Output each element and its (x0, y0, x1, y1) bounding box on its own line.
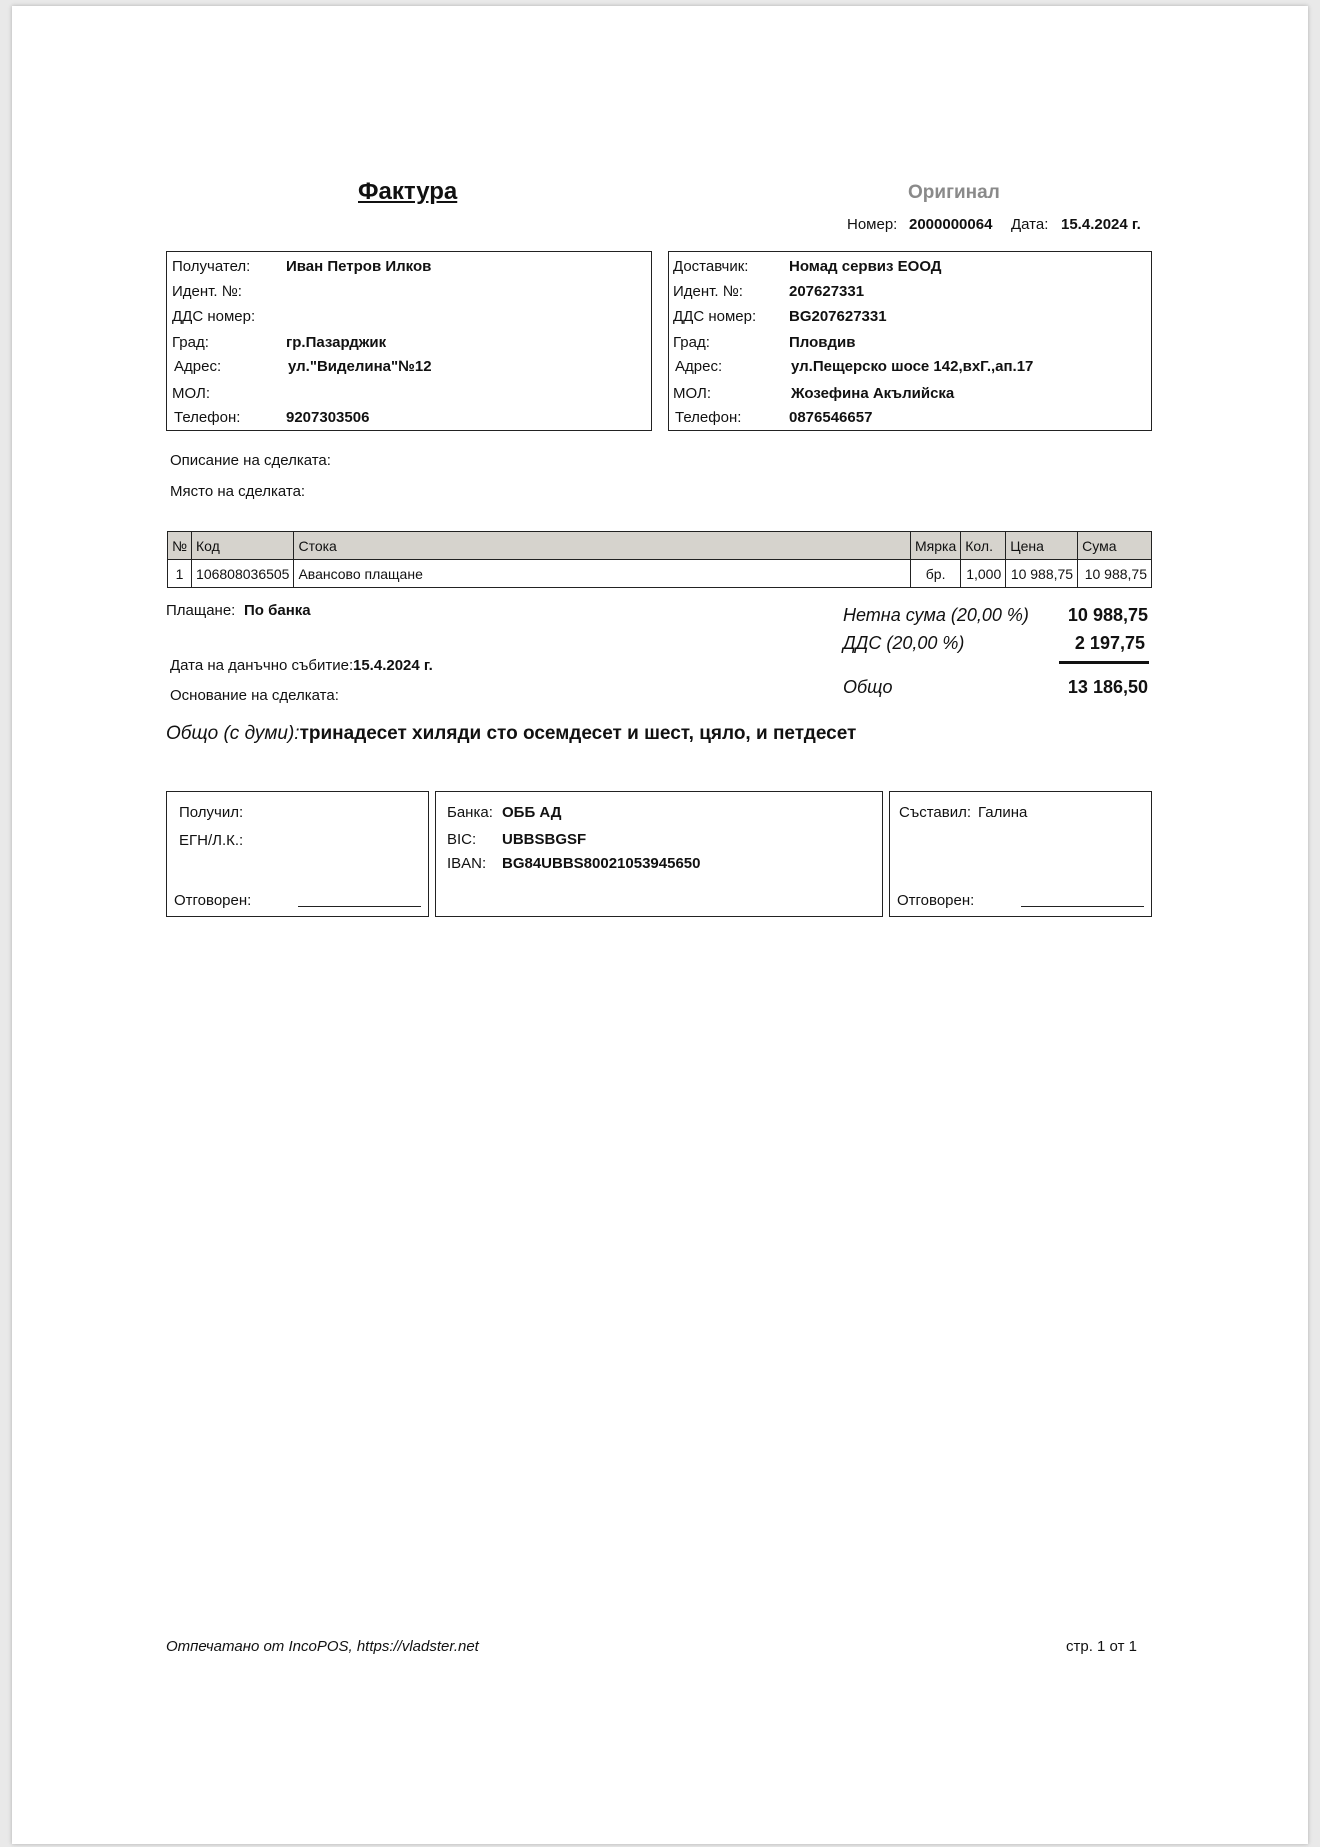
supplier-mol-label: МОЛ: (673, 385, 712, 402)
invoice-title: Фактура (358, 178, 458, 205)
vat-sum-label: ДДС (20,00 %) (843, 633, 965, 653)
cell-price: 10 988,75 (1006, 560, 1078, 588)
supplier-ident-value: 207627331 (789, 283, 865, 300)
net-sum-label: Нетна сума (20,00 %) (843, 605, 1029, 625)
deal-description-label: Описание на сделката: (170, 452, 331, 469)
recipient-value: Иван Петров Илков (286, 258, 432, 275)
amount-in-words (166, 723, 856, 745)
items-header-row (168, 532, 1152, 560)
total-label: Общо (843, 677, 893, 697)
totals-divider (1059, 661, 1149, 664)
supplier-box (668, 251, 1152, 431)
supplier-mol-value: Жозефина Акълийска (791, 385, 955, 402)
amount-in-words-value: тринадесет хиляди сто осемдесет и шест, цяло, и петдесет (299, 723, 857, 744)
recipient-box (166, 251, 652, 431)
payment-label: Плащане: (166, 602, 236, 619)
deal-place-label: Място на сделката: (170, 483, 306, 500)
printed-by-footer: Отпечатано от IncoPOS, https://vladster.net (166, 1638, 479, 1655)
composer-signature-line (1021, 906, 1144, 907)
recipient-label: Получател: (172, 258, 251, 275)
supplier-vat-value: BG207627331 (789, 308, 887, 325)
supplier-phone-label: Телефон: (675, 409, 742, 426)
col-header-item: Стока (294, 532, 911, 560)
receiver-signature-line (298, 906, 421, 907)
bic-label: BIC: (447, 831, 477, 848)
recipient-city-label: Град: (172, 334, 209, 351)
vat-sum-value: 2 197,75 (1074, 633, 1145, 653)
page-number: стр. 1 от 1 (1066, 1638, 1137, 1655)
supplier-label: Доставчик: (673, 258, 749, 275)
col-header-number: № (168, 532, 192, 560)
receiver-responsible-label: Отговорен: (174, 892, 252, 909)
recipient-city-value: гр.Пазарджик (286, 334, 387, 351)
recipient-phone-value: 9207303506 (286, 409, 370, 426)
items-table (167, 531, 1152, 588)
col-header-sum: Сума (1078, 532, 1152, 560)
supplier-ident-label: Идент. №: (673, 283, 743, 300)
cell-qty: 1,000 (961, 560, 1006, 588)
iban-value: BG84UBBS80021053945650 (502, 855, 701, 872)
net-sum-value: 10 988,75 (1067, 605, 1148, 625)
supplier-city-value: Пловдив (789, 334, 856, 351)
cell-code: 106808036505 (192, 560, 294, 588)
recipient-phone-label: Телефон: (174, 409, 241, 426)
recipient-address-value: ул."Виделина"№12 (288, 358, 432, 375)
invoice-date-label: Дата: (1011, 216, 1049, 233)
invoice-number-label: Номер: (847, 216, 898, 233)
copy-type-label: Оригинал (908, 182, 1000, 203)
payment-value: По банка (244, 602, 311, 619)
col-header-price: Цена (1006, 532, 1078, 560)
deal-basis-label: Основание на сделката: (170, 687, 339, 704)
supplier-address-label: Адрес: (675, 358, 723, 375)
amount-in-words-label: Общо (с думи): (166, 723, 300, 744)
bank-label: Банка: (447, 804, 493, 821)
bic-value: UBBSBGSF (502, 831, 587, 848)
supplier-city-label: Град: (673, 334, 710, 351)
cell-item: Авансово плащане (294, 560, 911, 588)
cell-sum: 10 988,75 (1078, 560, 1152, 588)
bank-value: ОББ АД (502, 804, 562, 821)
col-header-unit: Мярка (911, 532, 961, 560)
received-label: Получил: (179, 804, 244, 821)
table-row (168, 560, 1152, 588)
supplier-value: Номад сервиз ЕООД (789, 258, 942, 275)
tax-date-label: Дата на данъчно събитие: (170, 657, 354, 674)
cell-unit: бр. (911, 560, 961, 588)
composed-by-label: Съставил: (899, 804, 972, 821)
col-header-code: Код (192, 532, 294, 560)
tax-date-value: 15.4.2024 г. (353, 657, 433, 674)
invoice-date-value: 15.4.2024 г. (1061, 216, 1141, 233)
recipient-mol-label: МОЛ: (172, 385, 211, 402)
col-header-qty: Кол. (961, 532, 1006, 560)
iban-label: IBAN: (447, 855, 487, 872)
composed-by-value: Галина (978, 804, 1028, 821)
supplier-address-value: ул.Пещерско шосе 142,вхГ.,ап.17 (791, 358, 1034, 375)
composer-responsible-label: Отговорен: (897, 892, 975, 909)
supplier-phone-value: 0876546657 (789, 409, 873, 426)
cell-number: 1 (168, 560, 192, 588)
invoice-number-value: 2000000064 (909, 216, 993, 233)
total-value: 13 186,50 (1067, 677, 1148, 697)
supplier-vat-label: ДДС номер: (673, 308, 757, 325)
recipient-ident-label: Идент. №: (172, 283, 242, 300)
recipient-address-label: Адрес: (174, 358, 222, 375)
recipient-vat-label: ДДС номер: (172, 308, 256, 325)
egn-label: ЕГН/Л.К.: (179, 832, 244, 849)
